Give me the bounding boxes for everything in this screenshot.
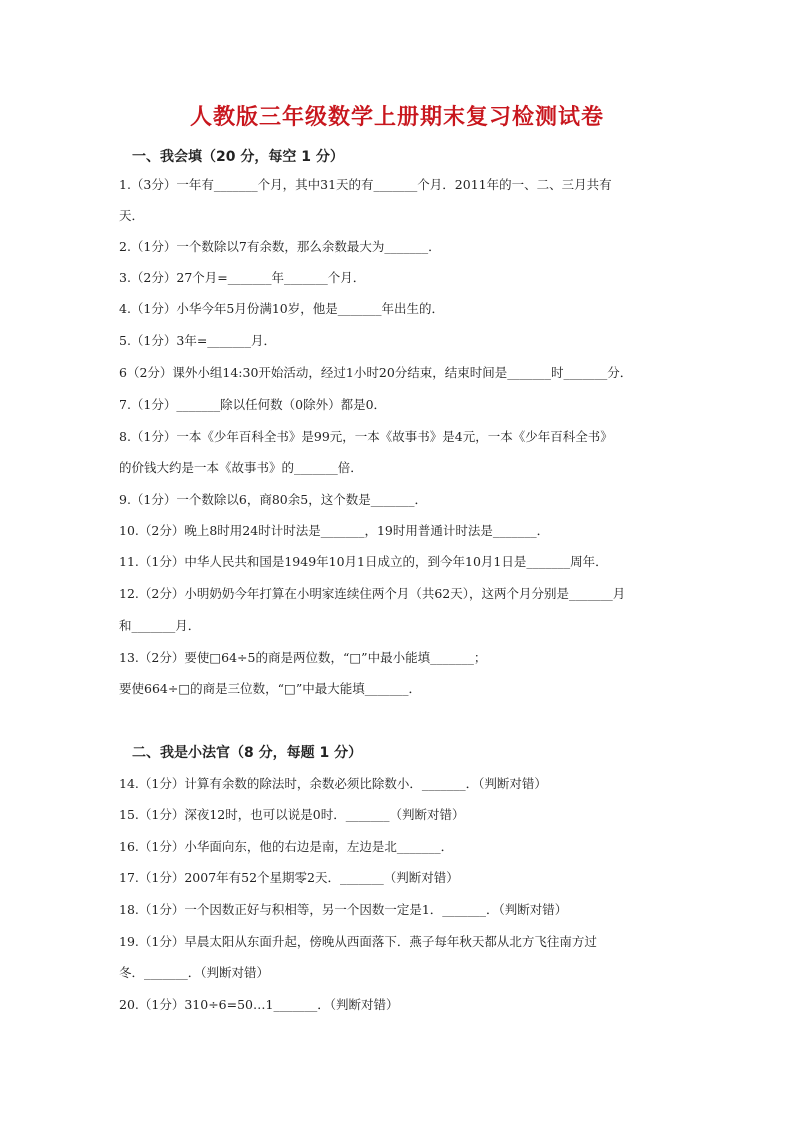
question-line: 冬．_______．（判断对错） bbox=[119, 965, 270, 980]
section-heading-judge: 二、我是小法官（8 分，每题 1 分） bbox=[132, 745, 363, 761]
question-line: 3.（2分）27个月=_______年_______个月． bbox=[119, 270, 366, 285]
question-line: 5.（1分）3年=_______月． bbox=[119, 333, 277, 348]
page-title: 人教版三年级数学上册期末复习检测试卷 bbox=[189, 105, 604, 130]
question-line: 4.（1分）小华今年5月份满10岁，他是_______年出生的． bbox=[119, 301, 444, 316]
question-line: 16.（1分）小华面向东，他的右边是南，左边是北_______． bbox=[119, 839, 454, 854]
question-line: 和_______月． bbox=[119, 618, 201, 633]
question-line: 15.（1分）深夜12时，也可以说是0时．_______（判断对错） bbox=[119, 807, 465, 822]
question-line: 19.（1分）早晨太阳从东面升起，傍晚从西面落下．燕子每年秋天都从北方飞往南方过 bbox=[119, 934, 597, 949]
question-line: 12.（2分）小明奶奶今年打算在小明家连续住两个月（共62天），这两个月分别是_______月 bbox=[119, 586, 626, 601]
question-line: 要使664÷□的商是三位数，“□”中最大能填_______． bbox=[119, 681, 421, 696]
question-line: 11.（1分）中华人民共和国是1949年10月1日成立的，到今年10月1日是_______周年． bbox=[119, 554, 608, 569]
section-heading-fill-in: 一、我会填（20 分，每空 1 分） bbox=[132, 149, 344, 165]
question-line: 天． bbox=[119, 208, 145, 223]
question-line: 13.（2分）要使□64÷5的商是两位数，“□”中最小能填_______； bbox=[119, 650, 487, 665]
question-line: 10.（2分）晚上8时用24时计时法是_______，19时用普通计时法是_______． bbox=[119, 523, 550, 538]
question-line: 的价钱大约是一本《故事书》的_______倍． bbox=[119, 460, 363, 475]
question-line: 7.（1分）_______除以任何数（0除外）都是0． bbox=[119, 397, 387, 412]
question-line: 8.（1分）一本《少年百科全书》是99元，一本《故事书》是4元，一本《少年百科全书》 bbox=[119, 429, 613, 444]
question-line: 17.（1分）2007年有52个星期零2天．_______（判断对错） bbox=[119, 870, 459, 885]
question-line: 1.（3分）一年有_______个月，其中31天的有_______个月．2011年的一、二、三月共有 bbox=[119, 177, 612, 192]
question-line: 2.（1分）一个数除以7有余数，那么余数最大为_______． bbox=[119, 239, 441, 254]
question-line: 9.（1分）一个数除以6，商80余5，这个数是_______． bbox=[119, 492, 427, 507]
question-line: 6（2分）课外小组14:30开始活动，经过1小时20分结束，结束时间是_______时_______分． bbox=[119, 365, 633, 380]
question-line: 14.（1分）计算有余数的除法时，余数必须比除数小．_______．（判断对错） bbox=[119, 776, 547, 791]
question-line: 20.（1分）310÷6=50…1_______．（判断对错） bbox=[119, 997, 399, 1012]
question-line: 18.（1分）一个因数正好与积相等，另一个因数一定是1．_______．（判断对错） bbox=[119, 902, 568, 917]
